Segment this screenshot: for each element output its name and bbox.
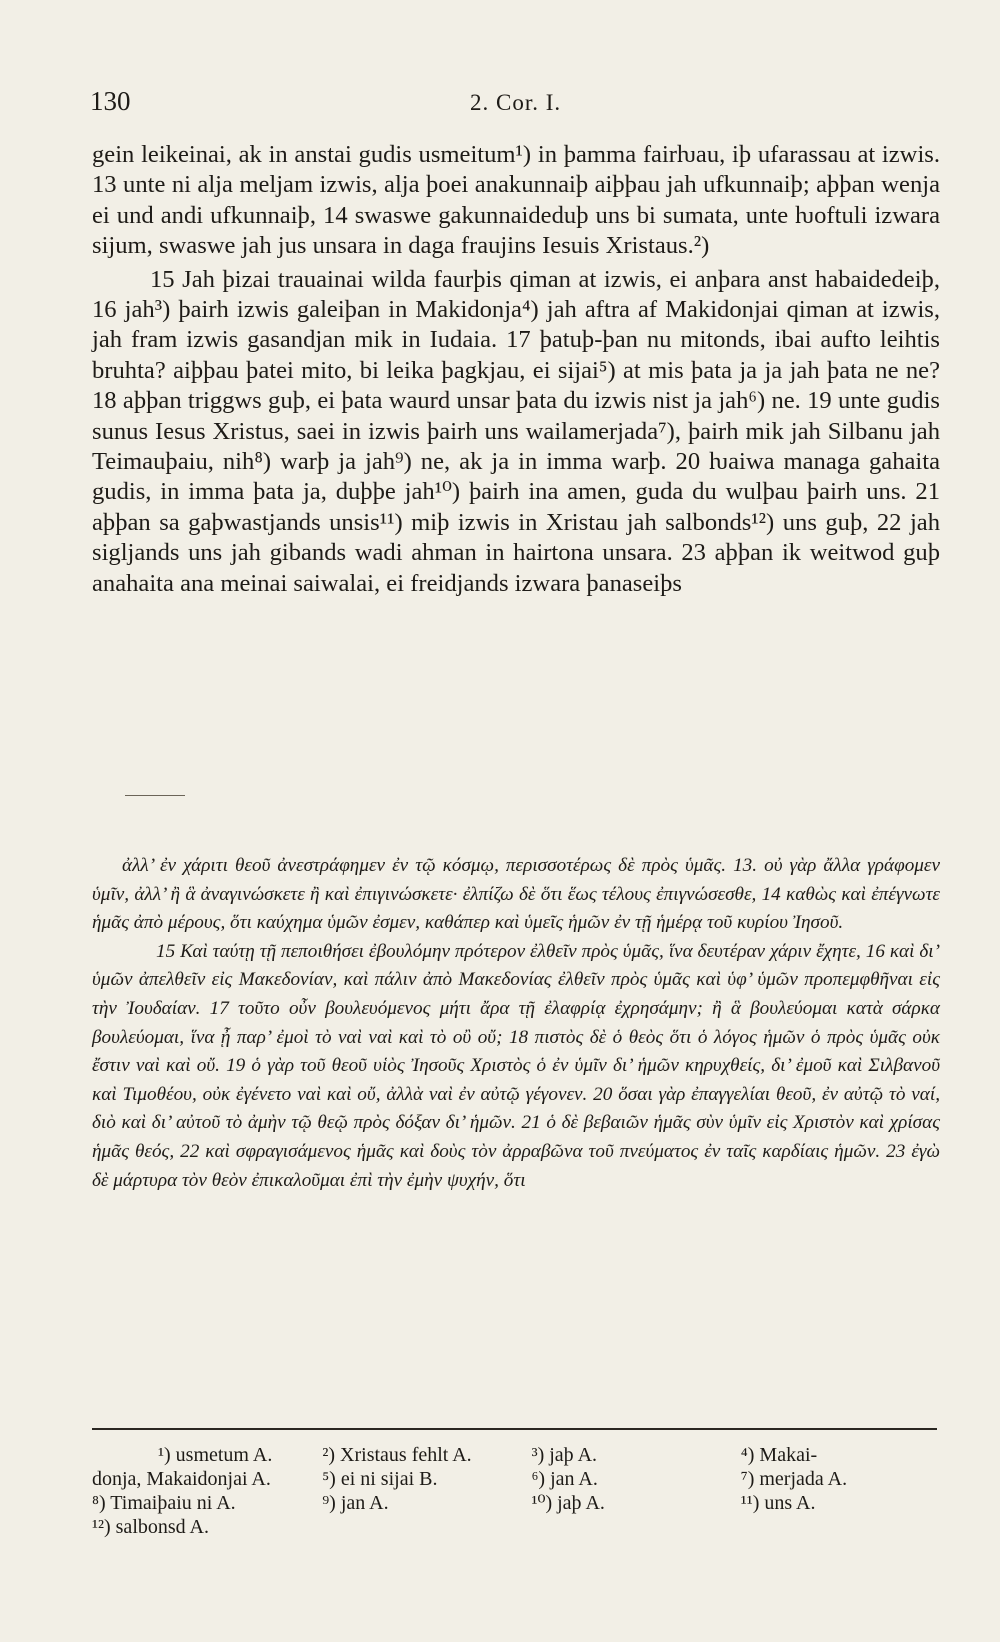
page-number: 130 [90,86,131,116]
footnotes [92,1443,940,1539]
footnote: ⁶) jan A. [531,1468,598,1490]
footnote-row [92,1467,940,1491]
footnote: ⁴) Makai- [740,1444,818,1466]
greek-paragraph: ἀλλ’ ἐν χάριτι θεοῦ ἀνεστράφημεν ἐν τῷ κόσμῳ, περισσοτέρως δὲ πρὸς ὑμᾶς. 13. οὐ γὰρ ἄλλα γράφομεν ὑμῖν, ἀλλ’ ἢ ἃ ἀναγινώσκετε ἢ καὶ ἐπιγινώσκετε· ἐλπίζω δὲ ὅτι ἕως τέλους ἐπιγνώσεσθε, 14 καθὼς καὶ ἐπέγνωτε ἡμᾶς ἀπὸ μέρους, ὅτι καύχημα ὑμῶν ἐσμεν, καθάπερ καὶ ὑμεῖς ἡμῶν ἐν τῇ ἡμέρᾳ τοῦ κυρίου Ἰησοῦ. [92,855,940,934]
footnote-divider [92,1428,937,1430]
gothic-paragraph: gein leikeinai, ak in anstai gudis usmeitum¹) in þamma fairƕau, iþ ufarassau at izwis. 13 unte ni alja meljam izwis, alja þoei anakunnaiþ aiþþau jah ufkunnaiþ; aþþan wenja ei und andi ufkunnaiþ, 14 swaswe gakunnaideduþ uns bi sumata, unte ƕoftuli izwara sijum, swaswe jah jus unsara in daga fraujins Iesuis Xristaus.²) [92,141,940,260]
footnote-row [92,1443,940,1467]
footnote-row [92,1515,940,1539]
footnote: ³) jaþ A. [531,1444,598,1466]
section-divider [125,795,185,796]
footnote: donja, Makaidonjai A. [92,1468,271,1490]
footnote: ⁸) Timaiþaiu ni A. [92,1492,236,1514]
gothic-paragraph: 15 Jah þizai trauainai wilda faurþis qiman at izwis, ei anþara anst habaidedeiþ, 16 jah³) þairh izwis galeiþan in Makidonja⁴) jah aftra af Makidonjai qiman at izwis, jah fram izwis gasandjan mik in Iudaia. 17 þatuþ-þan nu mitonds, ibai aufto leihtis bruhta? aiþþau þatei mito, bi leika þagkjau, ei sijai⁵) at mis þata ja ja jah þata ne ne? 18 aþþan triggws guþ, ei þata waurd unsar þata du izwis nist ja jah⁶) ne. 19 unte gudis sunus Iesus Xristus, saei in izwis þairh uns wailamerjada⁷), þairh mik jah Silbanu jah Teimauþaiu, nih⁸) warþ ja jah⁹) ne, ak ja in imma warþ. 20 ƕaiwa managa gahaita gudis, in imma þata ja, duþþe jah¹⁰) þairh ina amen, guda du wulþau þairh uns. 21 aþþan sa gaþwastjands unsis¹¹) miþ izwis in Xristau jah salbonds¹²) uns guþ, 22 jah sigljands uns jah gibands wadi ahman in hairtona unsara. 23 aþþan ik weitwod guþ anahaita ana meinai saiwalai, ei freidjands izwara þanaseiþs [92,265,940,597]
gothic-text [92,140,940,599]
running-head: 2. Cor. I. [470,90,562,115]
footnote-row [92,1491,940,1515]
footnote: ¹) usmetum A. [158,1444,273,1466]
footnote: ¹¹) uns A. [740,1492,816,1514]
footnote: ⁷) merjada A. [740,1468,848,1490]
greek-paragraph: 15 Καὶ ταύτῃ τῇ πεποιθήσει ἐβουλόμην πρότερον ἐλθεῖν πρὸς ὑμᾶς, ἵνα δευτέραν χάριν ἔχητε, 16 καὶ δι’ ὑμῶν ἀπελθεῖν εἰς Μακεδονίαν, καὶ πάλιν ἀπὸ Μακεδονίας ἐλθεῖν πρὸς ὑμᾶς καὶ ὑφ’ ὑμῶν προπεμφθῆναι εἰς τὴν Ἰουδαίαν. 17 τοῦτο οὖν βουλευόμενος μήτι ἄρα τῇ ἐλαφρίᾳ ἐχρησάμην; ἢ ἃ βουλεύομαι κατὰ σάρκα βουλεύομαι, ἵνα ᾖ παρ’ ἐμοὶ τὸ ναὶ ναὶ καὶ τὸ οὒ οὔ; 18 πιστὸς δὲ ὁ θεὸς ὅτι ὁ λόγος ἡμῶν ὁ πρὸς ὑμᾶς οὐκ ἔστιν ναὶ καὶ οὔ. 19 ὁ γὰρ τοῦ θεοῦ υἱὸς Ἰησοῦς Χριστὸς ὁ ἐν ὑμῖν δι’ ἡμῶν κηρυχθείς, δι’ ἐμοῦ καὶ Σιλβανοῦ καὶ Τιμοθέου, οὐκ ἐγένετο ναὶ καὶ οὔ, ἀλλὰ ναὶ ἐν αὐτῷ γέγονεν. 20 ὅσαι γὰρ ἐπαγγελίαι θεοῦ, ἐν αὐτῷ τὸ ναί, διὸ καὶ δι’ αὐτοῦ τὸ ἀμὴν τῷ θεῷ πρὸς δόξαν δι’ ἡμῶν. 21 ὁ δὲ βεβαιῶν ἡμᾶς σὺν ὑμῖν εἰς Χριστὸν καὶ χρίσας ἡμᾶς θεός, 22 καὶ σφραγισάμενος ἡμᾶς καὶ δοὺς τὸν ἀρραβῶνα τοῦ πνεύματος ἐν ταῖς καρδίαις ἡμῶν. 23 ἐγὼ δὲ μάρτυρα τὸν θεὸν ἐπικαλοῦμαι ἐπὶ τὴν ἐμὴν ψυχήν, ὅτι [92,940,940,1191]
page-header [90,86,950,126]
footnote: ¹⁰) jaþ A. [531,1492,605,1514]
footnote: ¹²) salbonsd A. [92,1516,209,1538]
footnote: ⁵) ei ni sijai B. [322,1468,438,1490]
footnote: ²) Xristaus fehlt A. [322,1444,472,1466]
greek-text [92,852,940,1195]
footnote: ⁹) jan A. [322,1492,389,1514]
